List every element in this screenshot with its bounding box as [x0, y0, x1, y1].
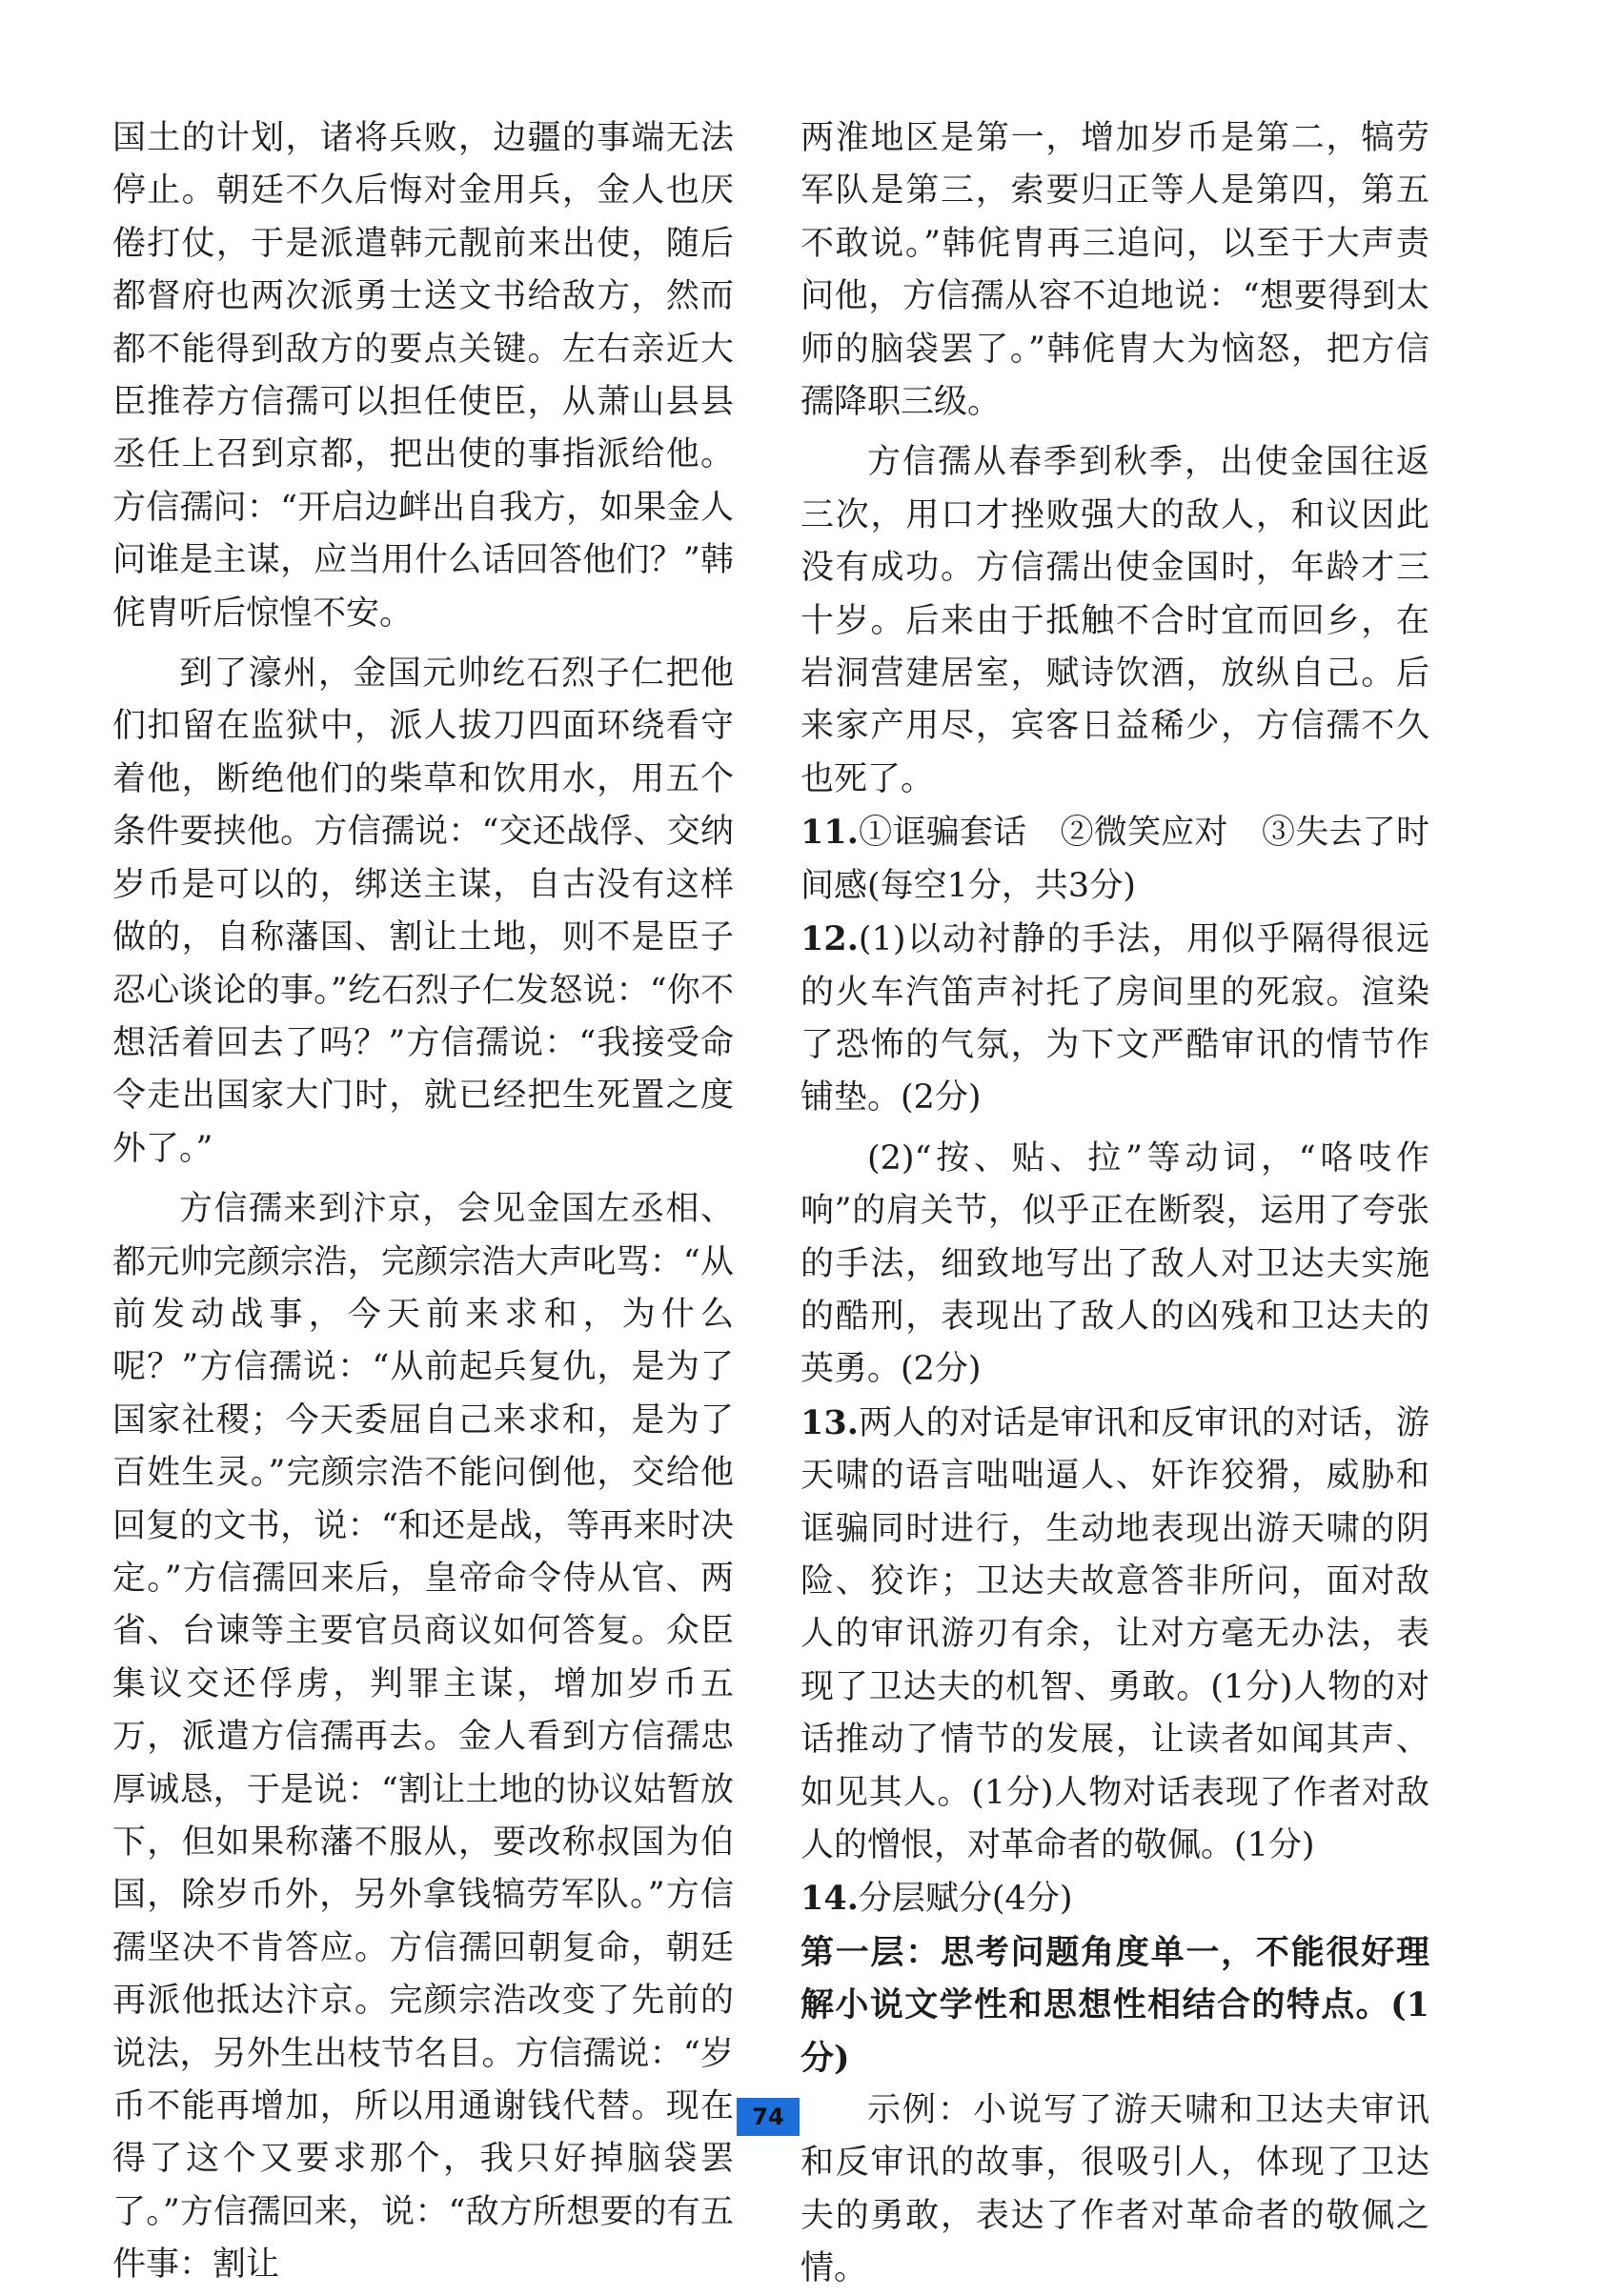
- translation-paragraph-4: 方信孺从春季到秋季，出使金国往返三次，用口才挫败强大的敌人，和议因此没有成功。方信孺出使金国时，年龄才三十岁。后来由于抵触不合时宜而回乡，在岩洞营建居室，赋诗饮酒，放纵自己。后来家产用尽，宾客日益稀少，方信孺不久也死了。: [800, 443, 1429, 798]
- answer-11-text: ①诓骗套话 ②微笑应对 ③失去了时间感(每空1分，共3分): [800, 814, 1429, 905]
- answer-13-text: 两人的对话是审讯和反审讯的对话，游天啸的语言咄咄逼人、奸诈狡猾，威胁和诓骗同时进行，生动地表现出游天啸的阴险、狡诈；卫达夫故意答非所问，面对敌人的审讯游刃有余，让对方毫无办法，表现了卫达夫的机智、勇敢。(1分)人物的对话推动了情节的发展，让读者如闻其声、如见其人。(1分)人物对话表现了作者对敌人的憎恨，对革命者的敬佩。(1分): [800, 1403, 1429, 1864]
- question-number-12: 12.: [800, 919, 859, 959]
- translation-paragraph-3: 方信孺来到汴京，会见金国左丞相、都元帅完颜宗浩，完颜宗浩大声叱骂：“从前发动战事，今天前来求和，为什么呢？”方信孺说：“从前起兵复仇，是为了国家社稷；今天委屈自己来求和，是为了百姓生灵。”完颜宗浩不能问倒他，交给他回复的文书，说：“和还是战，等再来时决定。”方信孺回来后，皇帝命令侍从官、两省、台谏等主要官员商议如何答复。众臣集议交还俘虏，判罪主谋，增加岁币五万，派遣方信孺再去。金人看到方信孺忠厚诚恳，于是说：“割让土地的协议姑暂放下，但如果称藩不服从，要改称叔国为伯国，除岁币外，另外拿钱犒劳军队。”方信孺坚决不肯答应。方信孺回朝复命，朝廷再派他抵达汴京。完颜宗浩改变了先前的说法，另外生出枝节名目。方信孺说：“岁币不能再增加，所以用通谢钱代替。现在得了这个又要求那个，我只好掉脑袋罢了。”方信孺回来，说：“敌方所想要的有五件事：割让: [112, 1190, 734, 2285]
- left-column: [112, 112, 734, 2292]
- question-number-13: 13.: [800, 1402, 859, 1442]
- question-number-11: 11.: [800, 813, 859, 853]
- answer-12-part-1: [800, 913, 1429, 1125]
- translation-paragraph-1: 国土的计划，诸将兵败，边疆的事端无法停止。朝廷不久后悔对金用兵，金人也厌倦打仗，于是派遣韩元靓前来出使，随后都督府也两次派勇士送文书给敌方，然而都不能得到敌方的要点关键。左右亲近大臣推荐方信孺可以担任使臣，从萧山县县丞任上召到京都，把出使的事指派给他。方信孺问：“开启边衅出自我方，如果金人问谁是主谋，应当用什么话回答他们？”韩侂胄听后惊惶不安。: [112, 119, 734, 633]
- translation-continuation: 两淮地区是第一，增加岁币是第二，犒劳军队是第三，索要归正等人是第四，第五不敢说。”韩侂胄再三追问，以至于大声责问他，方信孺从容不迫地说：“想要得到太师的脑袋罢了。”韩侂胄大为恼怒，把方信孺降职三级。: [800, 119, 1429, 422]
- answer-11: [800, 806, 1429, 913]
- answer-12-part-1-text: (1)以动衬静的手法，用似乎隔得很远的火车汽笛声衬托了房间里的死寂。渲染了恐怖的气氛，为下文严酷审讯的情节作铺垫。(2分): [800, 920, 1429, 1118]
- answer-14-level-1: 第一层：思考问题角度单一，不能很好理解小说文学性和思想性相结合的特点。(1分): [800, 1932, 1429, 2078]
- right-column: [800, 112, 1429, 2296]
- answer-14-example: 示例：小说写了游天啸和卫达夫审讯和反审讯的故事，很吸引人，体现了卫达夫的勇敢，表达了作者对革命者的敬佩之情。: [800, 2091, 1429, 2288]
- question-number-14: 14.: [800, 1879, 859, 1919]
- answer-13: [800, 1397, 1429, 1873]
- answer-12-part-2: (2)“按、贴、拉”等动词，“咯吱作响”的肩关节，似乎正在断裂，运用了夸张的手法，细致地写出了敌人对卫达夫实施的酷刑，表现出了敌人的凶残和卫达夫的英勇。(2分): [800, 1138, 1429, 1389]
- translation-paragraph-2: 到了濠州，金国元帅纥石烈子仁把他们扣留在监狱中，派人拔刀四面环绕看守着他，断绝他们的柴草和饮用水，用五个条件要挟他。方信孺说：“交还战俘、交纳岁币是可以的，绑送主谋，自古没有这样做的，自称藩国、割让土地，则不是臣子忍心谈论的事。”纥石烈子仁发怒说：“你不想活着回去了吗？”方信孺说：“我接受命令走出国家大门时，就已经把生死置之度外了。”: [112, 655, 734, 1168]
- answer-14-title: 分层赋分(4分): [858, 1880, 1073, 1919]
- answer-14-heading: [800, 1872, 1429, 1925]
- page-number: 74: [737, 2098, 800, 2136]
